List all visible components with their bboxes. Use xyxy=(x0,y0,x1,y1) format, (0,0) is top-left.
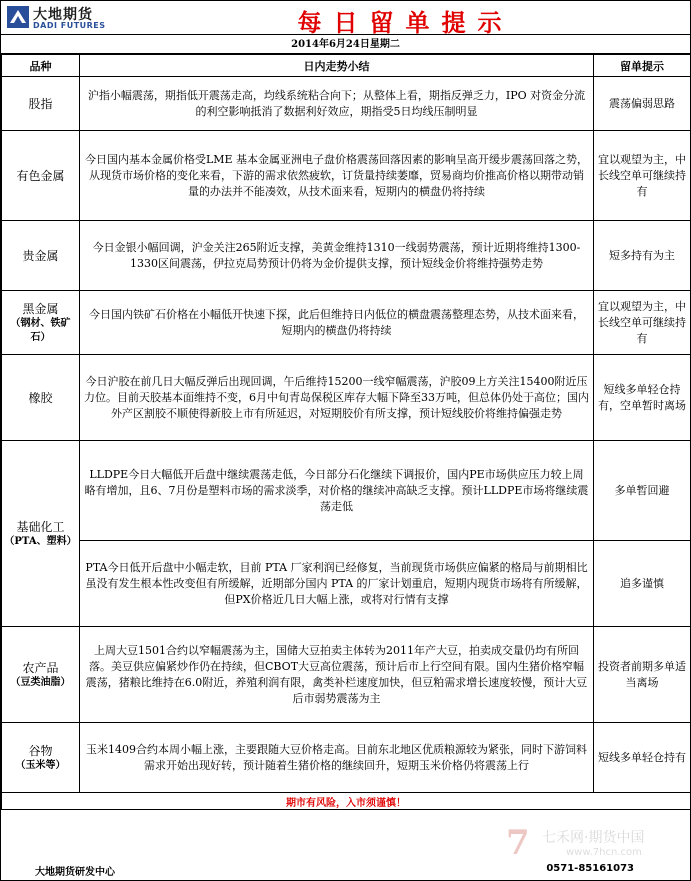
watermark-logo-icon: 7 xyxy=(506,823,530,863)
tip-cell: 短线多单轻仓持有 xyxy=(594,723,691,793)
tip-cell: 多单暂回避 xyxy=(594,441,691,541)
report-date: 2014年6月24日星期二 xyxy=(1,35,690,54)
category-name: 橡胶 xyxy=(28,390,53,405)
column-header-tip: 留单提示 xyxy=(594,55,691,77)
tips-table xyxy=(1,54,691,810)
summary-cell: 今日金银小幅回调，沪金关注265附近支撑，美黄金维持1310一线弱势震荡，预计近期将维持1300-1330区间震荡，伊拉克局势预计仍将为金价提供支撑，预计短线金价将维持强势走势 xyxy=(80,221,594,291)
footer-phone: 0571-85161073 xyxy=(546,863,634,874)
table-row xyxy=(2,77,691,131)
category-cell xyxy=(2,627,80,723)
table-row xyxy=(2,723,691,793)
company-logo xyxy=(7,4,119,32)
summary-cell: 上周大豆1501合约以窄幅震荡为主，国储大豆拍卖主体转为2011年产大豆，拍卖成交量仍均有所回落。美豆供应偏紧炒作仍在持续，但CBOT大豆高位震荡，预计后市上行空间有限。国内生猪价格窄幅震荡，猪粮比维持在6.0附近，养殖利润有限，禽类补栏速度加快，但豆粕需求增长速度较慢，预计大豆后市弱势震荡为主 xyxy=(80,627,594,723)
category-subtitle: （玉米等） xyxy=(15,759,66,771)
summary-cell: 今日沪胶在前几日大幅反弹后出现回调，午后维持15200一线窄幅震荡，沪胶09上方关注15400附近压力位。目前天胶基本面维持不变，6月中旬青岛保税区库存大幅下降至33万吨，但总体仍处于高位；国内外产区割胶不顺使得新胶上市有所延迟，对短期胶价有所支撑，预计短线胶价将维持偏强走势 xyxy=(80,355,594,441)
logo-name-en: DADI FUTURES xyxy=(33,21,106,30)
table-row xyxy=(2,355,691,441)
summary-cell: LLDPE今日大幅低开后盘中继续震荡走低，今日部分石化继续下调报价，国内PE市场供应压力较上周略有增加，且6、7月份是塑料市场的需求淡季，对价格的继续冲高缺乏支撑。预计LLDPE市场将继续震荡走低 xyxy=(80,441,594,541)
category-name: 有色金属 xyxy=(16,168,65,183)
tip-cell: 震荡偏弱思路 xyxy=(594,77,691,131)
header xyxy=(1,1,690,35)
category-name: 基础化工 xyxy=(16,519,65,534)
footer xyxy=(1,861,690,880)
category-subtitle: （豆类油脂） xyxy=(10,676,71,688)
category-cell xyxy=(2,441,80,627)
category-subtitle: （钢材、铁矿石） xyxy=(10,317,71,343)
table-row xyxy=(2,541,691,627)
page-title: 每日留单提示 xyxy=(297,8,514,37)
table-row xyxy=(2,131,691,221)
category-cell xyxy=(2,291,80,355)
tip-cell: 短多持有为主 xyxy=(594,221,691,291)
logo-name-cn: 大地期货 xyxy=(33,7,93,23)
summary-cell: 玉米1409合约本周小幅上涨，主要跟随大豆价格走高。目前东北地区优质粮源较为紧张，同时下游饲料需求开始出现好转，预计随着生猪价格的继续回升，短期玉米价格仍将震荡上行 xyxy=(80,723,594,793)
category-name: 股指 xyxy=(28,96,53,111)
table-row xyxy=(2,627,691,723)
table-header-row xyxy=(2,55,691,77)
tip-cell: 投资者前期多单适当离场 xyxy=(594,627,691,723)
table-row xyxy=(2,441,691,541)
tip-cell: 追多谨慎 xyxy=(594,541,691,627)
category-cell xyxy=(2,131,80,221)
watermark-url: www.7hcn.com xyxy=(566,847,642,858)
column-header-category: 品种 xyxy=(2,55,80,77)
logo-mark-icon xyxy=(7,6,29,28)
risk-notice: 期市有风险，入市须谨慎！ xyxy=(2,793,691,810)
category-name: 贵金属 xyxy=(22,248,59,263)
category-cell xyxy=(2,355,80,441)
category-cell xyxy=(2,77,80,131)
category-name: 农产品 xyxy=(22,660,59,675)
tip-cell: 宜以观望为主，中长线空单可继续持有 xyxy=(594,131,691,221)
risk-notice-row xyxy=(2,793,691,810)
summary-cell: 今日国内基本金属价格受LME 基本金属亚洲电子盘价格震荡回落因素的影响呈高开缓步震荡回落之势，从现货市场价格的变化来看，下游的需求依然疲软，订货量持续萎靡，贸易商均价推高价格以期带动销量的办法并不能凑效，从技术面来看，短期内的横盘仍将持续 xyxy=(80,131,594,221)
watermark-text: 七禾网·期货中国 xyxy=(542,830,645,846)
category-subtitle: （PTA、塑料） xyxy=(4,535,77,547)
category-name: 黑金属 xyxy=(22,301,59,316)
category-cell xyxy=(2,723,80,793)
summary-cell: 今日国内铁矿石价格在小幅低开快速下探，此后但维持日内低位的横盘震荡整理态势，从技术面来看，短期内的横盘仍将持续 xyxy=(80,291,594,355)
watermark xyxy=(506,823,686,863)
footer-organization: 大地期货研发中心 xyxy=(35,867,115,878)
category-name: 谷物 xyxy=(28,743,53,758)
tip-cell: 宜以观望为主，中长线空单可继续持有 xyxy=(594,291,691,355)
summary-cell: 沪指小幅震荡，期指低开震荡走高，均线系统粘合向下；从整体上看，期指反弹乏力，IPO 对资金分流的利空影响抵消了数据利好效应，期指受5日均线压制明显 xyxy=(80,77,594,131)
tip-cell: 短线多单轻仓持有，空单暂时离场 xyxy=(594,355,691,441)
category-cell xyxy=(2,221,80,291)
column-header-summary: 日内走势小结 xyxy=(80,55,594,77)
table-row xyxy=(2,221,691,291)
summary-cell: PTA今日低开后盘中小幅走软，目前 PTA 厂家利润已经修复，当前现货市场供应偏紧的格局与前期相比虽没有发生根本性改变但有所缓解，近期部分国内 PTA 的厂家计划重启，短期内现货市场将有所缓解，但PX价格近几日大幅上涨，或将对行情有支撑 xyxy=(80,541,594,627)
table-row xyxy=(2,291,691,355)
